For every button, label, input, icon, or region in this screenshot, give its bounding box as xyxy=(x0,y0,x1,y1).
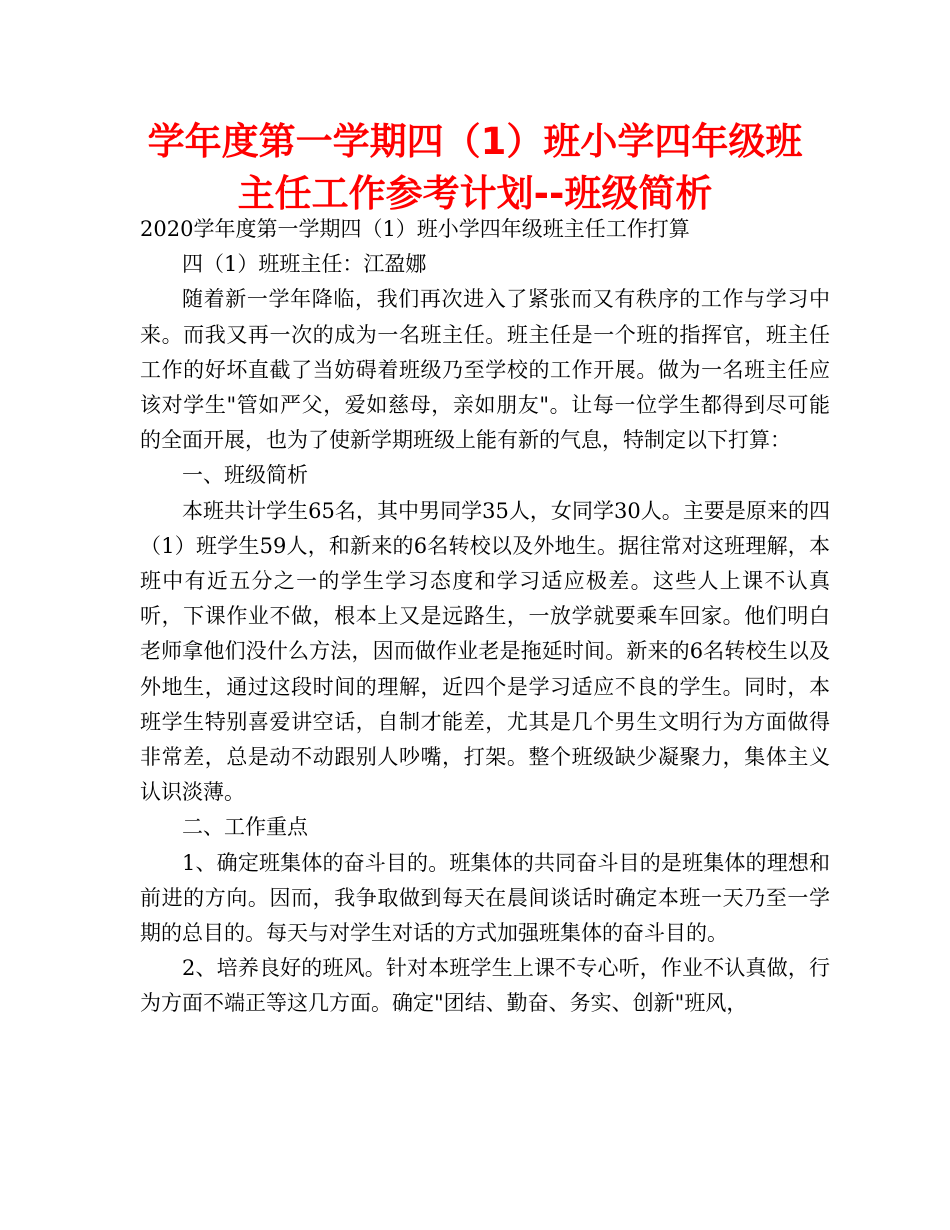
document-title: 学年度第一学期四（1）班小学四年级班主任工作参考计划--班级简析 xyxy=(147,120,803,215)
section-heading-class-analysis: 一、班级简析 xyxy=(182,463,308,488)
paragraph-intro: 随着新一学年降临，我们再次进入了紧张而又有秩序的工作与学习中来。而我又再一次的成为一名班主任。班主任是一个班的指挥官，班主任工作的好坏直截了当妨碍着班级乃至学校的工作开展。做为一名班主任应该对学生"管如严父，爱如慈母，亲如朋友"。让每一位学生都得到尽可能的全面开展，也为了使新学期班级上能有新的气息，特制定以下打算： xyxy=(140,287,830,453)
teacher-line: 四（1）班班主任：江盈娜 xyxy=(182,252,427,277)
paragraph-class-analysis: 本班共计学生65名，其中男同学35人，女同学30人。主要是原来的四（1）班学生59人，和新来的6名转校以及外地生。据往常对这班理解，本班中有近五分之一的学生学习态度和学习适应极差。这些人上课不认真听，下课作业不做，根本上又是远路生，一放学就要乘车回家。他们明白老师拿他们没什么方法，因而做作业老是拖延时间。新来的6名转校生以及外地生，通过这段时间的理解，近四个是学习适应不良的学生。同时，本班学生特别喜爱讲空话，自制才能差，尤其是几个男生文明行为方面做得非常差，总是动不动跟别人吵嘴，打架。整个班级缺少凝聚力，集体主义认识淡薄。 xyxy=(140,498,830,805)
paragraph-focus-goal: 1、确定班集体的奋斗目的。班集体的共同奋斗目的是班集体的理想和前进的方向。因而，我争取做到每天在晨间谈话时确定本班一天乃至一学期的总目的。每天与对学生对话的方式加强班集体的奋斗目的。 xyxy=(140,850,830,946)
document-subtitle: 2020学年度第一学期四（1）班小学四年级班主任工作打算 xyxy=(140,217,690,241)
document-body xyxy=(140,212,830,1022)
paragraph-focus-class-style: 2、培养良好的班风。针对本班学生上课不专心听，作业不认真做，行为方面不端正等这几方面。确定"团结、勤奋、务实、创新"班风， xyxy=(140,956,830,1016)
section-heading-work-focus: 二、工作重点 xyxy=(182,815,308,840)
